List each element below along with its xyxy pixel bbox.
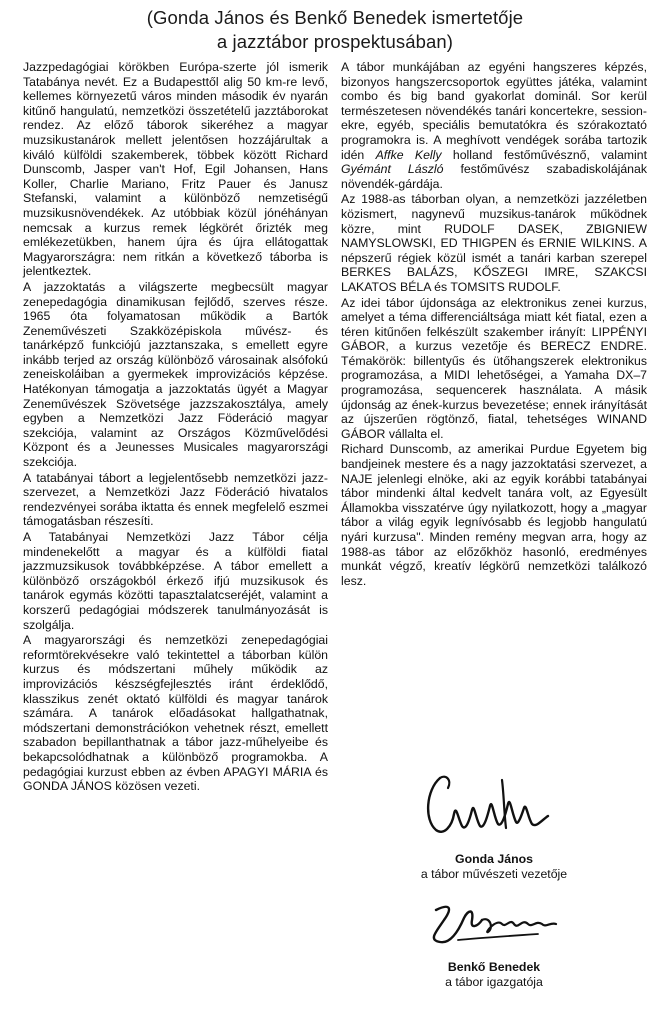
signature-benko [418, 896, 568, 956]
paragraph: Richard Dunscomb, az amerikai Purdue Egyetem big bandjeinek mestere és a nagy jazzoktatási szervezet, a NAJE jelenlegi elnöke, aki az egyik korábbi tatabányai tábor mindenki által kedvelt tanára volt, az Egyesült Államokba visszatérve úgy nyilatkozott, hogy a „magyar tábor a világ egyik legnívósabb és legjobb hangulatú nyári kurzusa". Minden remény megvan arra, hogy az 1988-as tábor az előzőkhöz hasonló, eredményes munkát végző, kreatív légkörű nemzetközi találkozó lesz. [341, 442, 647, 588]
paragraph: A tatabányai tábort a legjelentősebb nemzetközi jazz-szervezet, a Nemzetközi Jazz Föderáció hivatalos rendezvényei sorába iktatta és ennek megfelelő eszmei támogatásban részesíti. [23, 470, 328, 529]
artist-name: Affke Kelly [375, 147, 442, 162]
paragraph: A magyarországi és nemzetközi zenepedagógiai reformtörekvésekre való tekintettel a táborban külön kurzus és módszertani műhely működik az improvizációs készségfejlesztés iránt érdeklődő, klasszikus zenét oktató külföldi és magyar tanárok számára. A tanárok előadásokat hallgathatnak, módszertani demonstrációkon vehetnek részt, emellett szabadon bepillanthatnak a tábor jazz-műhelyeibe és bekapcsolódhatnak a különböző programokba. A pedagógiai kurzust ebben az évben APAGYI MÁRIA és GONDA JÁNOS közösen vezeti. [23, 633, 328, 794]
signer-role: a tábor igazgatója [445, 975, 543, 989]
document-heading [20, 6, 650, 54]
heading-line-1: (Gonda János és Benkő Benedek ismertetője [146, 7, 524, 28]
artist-name: Gyémánt László [341, 162, 444, 177]
signer-role: a tábor művészeti vezetője [420, 867, 568, 881]
paragraph: A jazzoktatás a világszerte megbecsült magyar zenepedagógia dinamikusan fejlődő, szerves része. 1965 óta folyamatosan működik a Bartók Zeneművészeti Szakközépiskola művész- és tanárképző funkciójú jazztanszaka, s emellett egyre inkább terjed az ország különböző városainak alsófokú zeneiskoláiban a gyermekek improvizációs képzése. Hatékonyan támogatja a jazzoktatás ügyét a Magyar Zeneművészek Szövetsége jazzszakosztálya, amely egyben a Nemzetközi Jazz Föderáció magyar szekciója, valamint az Országos Közművelődési Központ és a Jeunesses Musicales magyarországi szekciója. [23, 279, 328, 470]
signature-gonda [418, 768, 568, 848]
text-run: holland festőművésznő, valamint [452, 147, 648, 162]
paragraph: A Tatabányai Nemzetközi Jazz Tábor célja mindenekelőtt a magyar és a külföldi fiatal jazzmuzsikusok továbbképzése. A tábor emellett a különböző országokból érkező ifjú muzsikusok és tanárok egymás közötti tapasztalatcseréjét, valamint a korszerű pedagógiai módszerek tanulmányozását is szolgálja. [23, 530, 328, 632]
paragraph: Az idei tábor újdonsága az elektronikus zenei kurzus, amelyet a téma differenciáltsága miatt két fiatal, ezen a téren kitűnően felkészült szakember irányít: LIPPÉNYI GÁBOR, a kurzus vezetője és BERECZ ENDRE. Témakörök: billentyűs és ütőhangszerek elektronikus programozása, a MIDI lehetőségei, a Yamaha DX–7 programozása, sequencerek használata. A másik újdonság az ének-kurzus bevezetése; ennek irányítását az újszerűen rögtönző, fiatal, tehetséges WINAND GÁBOR vállalta el. [341, 295, 647, 441]
signature-block-1 [341, 852, 647, 882]
paragraph [341, 60, 647, 191]
text-run: A tábor munkájában az egyéni hangszeres képzés, bizonyos hangszercsoportok együttes játéka, valamint combo és big band gyakorlat dominál. Sor kerül természetesen növendékés tanári koncertekre, session-ekre, egyéb, speciális bemutatókra és szórakoztató programokra is. A meghívott vendégek sorába tartozik idén [341, 60, 647, 162]
heading-line-2: a jazztábor prospektusában) [216, 31, 454, 52]
signer-name: Gonda János [455, 852, 533, 866]
right-column [341, 60, 647, 588]
signer-name: Benkő Benedek [447, 960, 541, 974]
left-column [23, 60, 328, 794]
signature-block-2 [341, 960, 647, 990]
text-run: festőművész szabadiskolájának növendék-gárdája. [341, 162, 647, 191]
paragraph: Jazzpedagógiai körökben Európa-szerte jól ismerik Tatabánya nevét. Ez a Budapesttől alig 50 km-re levő, kellemes környezetű város minden második év nyarán kitűnő hangulatú, nemzetközi összetételű jazztáborokat rendez. Az előző táborok sikeréhez a magyar muzsikustanárok mellett jelentősen hozzájárultak a kiváló külföldi szakemberek, többek között Richard Dunscomb, Jasper van't Hof, Egil Johansen, Hans Koller, Charlie Mariano, Fritz Pauer és Janusz Stefanski, valamint a különböző nemzetiségű muzsikusnövendékek. Az utóbbiak közül jónéhányan nemcsak a kurzus remek légkörét őrizték meg emlékezetükben, hanem újra és újra ellátogattak Magyarországra: nem ritkán a következő táborba is jelentkeztek. [23, 60, 328, 279]
paragraph: Az 1988-as táborban olyan, a nemzetközi jazzéletben közismert, nagynevű muzsikus-tanárok működnek közre, mint RUDOLF DASEK, ZBIGNIEW NAMYSLOWSKI, ED THIGPEN és ERNIE WILKINS. A népszerű régiek közül ismét a tanári karban szerepel BERKES BALÁZS, KŐSZEGI IMRE, SZAKCSI LAKATOS BÉLA és TOMSITS RUDOLF. [341, 192, 647, 294]
